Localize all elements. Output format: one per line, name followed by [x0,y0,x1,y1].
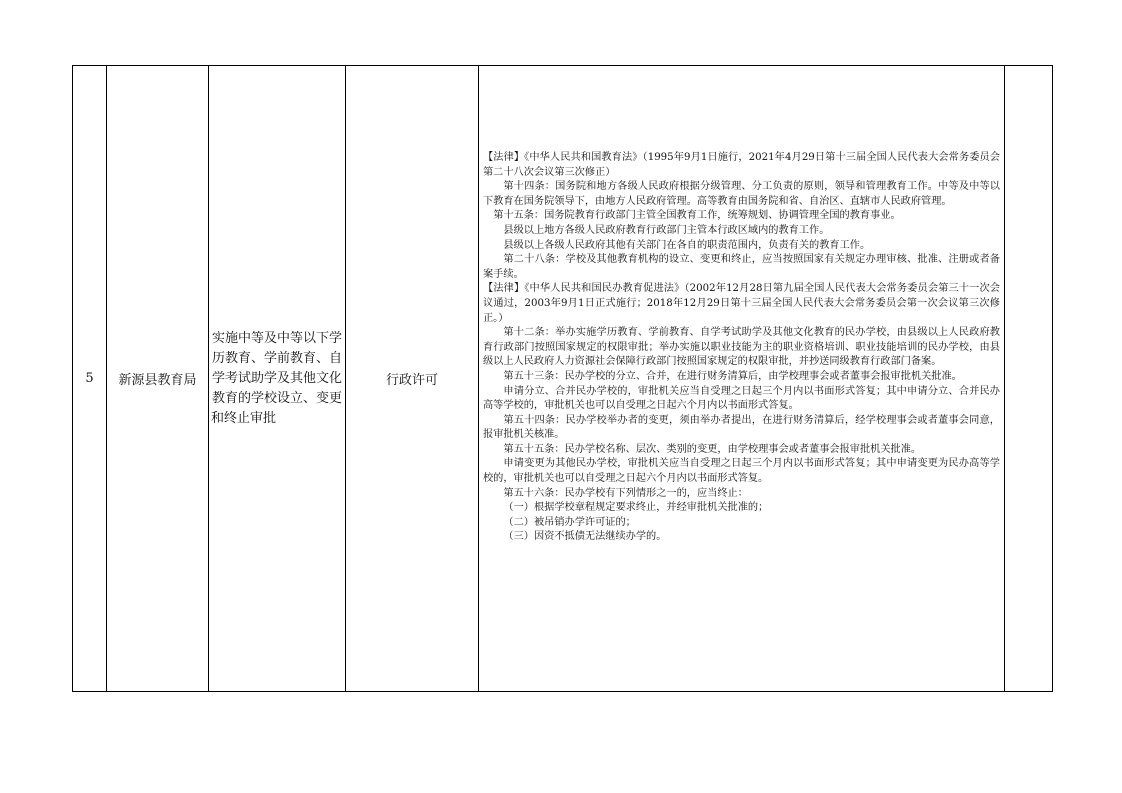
remark-cell [1005,66,1053,692]
article-55: 第五十五条：民办学校名称、层次、类别的变更，由学校理事会或者董事会报审批机关批准。 [503,443,922,455]
legal-basis-cell [479,66,1005,692]
article-56-item-3: （三）因资不抵债无法继续办学的。 [503,531,667,543]
article-15-para-2: 县级以上地方各级人民政府教育行政部门主管本行政区域内的教育工作。 [503,224,830,236]
article-56: 第五十六条：民办学校有下列情形之一的，应当终止： [503,487,748,499]
law-citation-private-education: 【法律】《中华人民共和国民办教育促进法》（2002年12月28日第九届全国人民代表大会常务委员会第三十一次会议通过，2003年9月1日正式施行；2018年12月29日第十三届全国人民代表大会常务委员会第一次会议第三次修正。） [483,283,1000,324]
table-row [73,66,1053,692]
legal-basis-text [479,66,1004,545]
article-54: 第五十四条：民办学校举办者的变更，须由举办者提出，在进行财务清算后，经学校理事会或者董事会同意，报审批机关核准。 [483,414,1000,441]
department-cell: 新源县教育局 [107,66,209,692]
law-citation-education: 【法律】《中华人民共和国教育法》（1995年9月1日施行，2021年4月29日第十三届全国人民代表大会常务委员会第二十八次会议第三次修正） [483,152,1000,178]
row-number: 5 [73,66,107,692]
article-53: 第五十三条：民办学校的分立、合并，在进行财务清算后，由学校理事会或者董事会报审批机关批准。 [503,370,962,382]
article-56-item-1: （一）根据学校章程规定要求终止，并经审批机关批准的； [503,502,769,514]
article-55-para-2: 申请变更为其他民办学校，审批机关应当自受理之日起三个月内以书面形式答复；其中申请变更为民办高等学校的，审批机关也可以自受理之日起六个月内以书面形式答复。 [483,458,1000,485]
article-15: 第十五条：国务院教育行政部门主管全国教育工作，统筹规划、协调管理全国的教育事业。 [493,210,901,222]
article-28: 第二十八条：学校及其他教育机构的设立、变更和终止，应当按照国家有关规定办理审核、批准、注册或者备案手续。 [483,254,1000,280]
approval-table [72,65,1053,692]
approval-type-cell: 行政许可 [346,66,479,692]
approval-item-cell: 实施中等及中等以下学历教育、学前教育、自学考试助学及其他文化教育的学校设立、变更和终止审批 [209,66,346,692]
article-14: 第十四条：国务院和地方各级人民政府根据分级管理、分工负责的原则，领导和管理教育工作。中等及中等以下教育在国务院领导下，由地方人民政府管理。高等教育由国务院和省、自治区、直辖市人民政府管理。 [483,181,1000,207]
article-56-item-2: （二）被吊销办学许可证的； [503,516,636,528]
article-53-para-2: 申请分立、合并民办学校的，审批机关应当自受理之日起三个月内以书面形式答复；其中申请分立、合并民办高等学校的，审批机关也可以自受理之日起六个月内以书面形式答复。 [483,385,1000,412]
article-15-para-3: 县级以上各级人民政府其他有关部门在各自的职责范围内，负责有关的教育工作。 [503,239,871,251]
article-12: 第十二条：举办实施学历教育、学前教育、自学考试助学及其他文化教育的民办学校，由县级以上人民政府教育行政部门按照国家规定的权限审批；举办实施以职业技能为主的职业资格培训、职业技能培训的民办学校，由县级以上人民政府人力资源社会保障行政部门按照国家规定的权限审批，并抄送同级教育行政部门备案。 [483,327,1000,368]
